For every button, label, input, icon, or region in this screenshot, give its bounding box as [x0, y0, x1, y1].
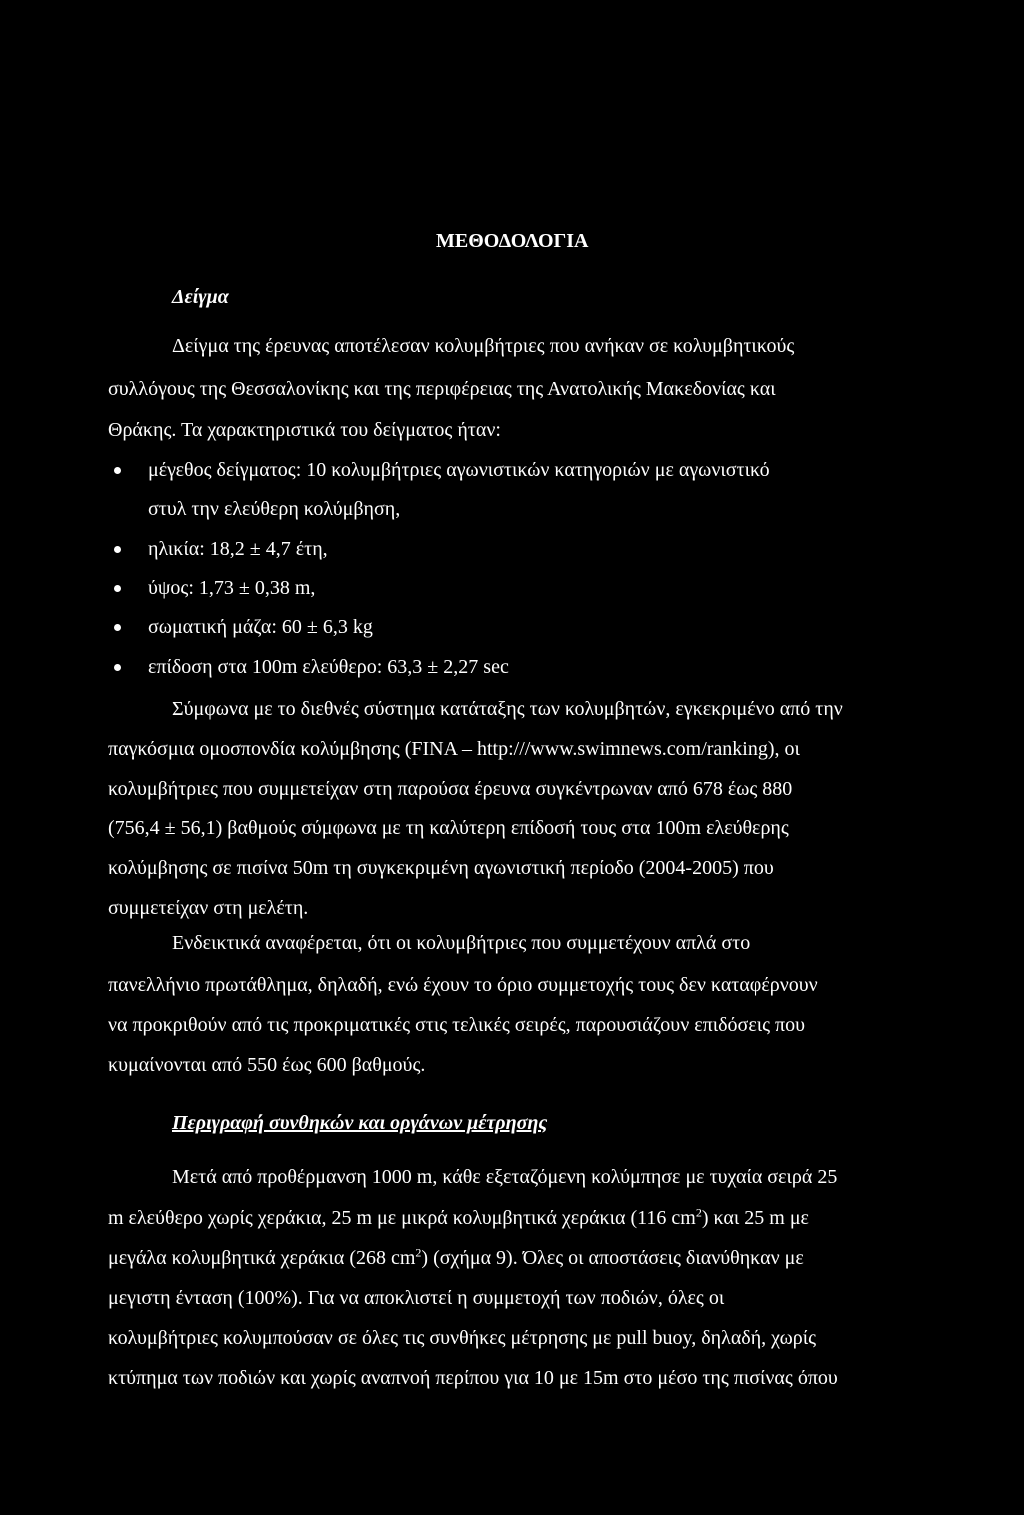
paragraph-line: να προκριθούν από τις προκριματικές στις τελικές σειρές, παρουσιάζουν επιδόσεις που: [108, 1014, 806, 1036]
paragraph-line: μεγιστη ένταση (100%). Για να αποκλιστεί η συμμετοχή των ποδιών, όλες οι: [108, 1287, 725, 1309]
section-heading-conditions: Περιγραφή συνθηκών και οργάνων μέτρησης: [172, 1112, 548, 1134]
paragraph-line: κολυμβήτριες κολυμπούσαν σε όλες τις συνθήκες μέτρησης με pull buoy, δηλαδή, χωρίς: [108, 1327, 817, 1349]
bullet-item: μέγεθος δείγματος: 10 κολυμβήτριες αγωνιστικών κατηγοριών με αγωνιστικό: [148, 459, 770, 481]
paragraph-line: κολυμβήτριες που συμμετείχαν στη παρούσα έρευνα συγκέντρωναν από 678 έως 880: [108, 778, 793, 800]
paragraph-line: κυμαίνονται από 550 έως 600 βαθμούς.: [108, 1054, 426, 1076]
paragraph-line: κτύπημα των ποδιών και χωρίς αναπνοή περίπου για 10 με 15m στο μέσο της πισίνας όπου: [108, 1367, 838, 1389]
bullet-item-continuation: στυλ την ελεύθερη κολύμβηση,: [148, 498, 401, 520]
bullet-item: επίδοση στα 100m ελεύθερο: 63,3 ± 2,27 sec: [148, 656, 509, 678]
paragraph-line: Δείγμα της έρευνας αποτέλεσαν κολυμβήτριες που ανήκαν σε κολυμβητικούς: [172, 335, 795, 357]
text-run: μεγάλα κολυμβητικά χεράκια (268 cm: [108, 1247, 416, 1269]
superscript: 2: [415, 1245, 422, 1260]
superscript: 2: [695, 1205, 702, 1220]
paragraph-line: συμμετείχαν στη μελέτη.: [108, 897, 309, 919]
bullet-icon: [114, 585, 121, 592]
bullet-icon: [114, 664, 121, 671]
text-run: ) (σχήμα 9). Όλες οι αποστάσεις διανύθηκαν με: [421, 1247, 804, 1269]
bullet-item: ύψος: 1,73 ± 0,38 m,: [148, 577, 316, 599]
paragraph-line: Ενδεικτικά αναφέρεται, ότι οι κολυμβήτριες που συμμετέχουν απλά στο: [172, 932, 751, 954]
bullet-icon: [114, 624, 121, 631]
paragraph-line: κολύμβησης σε πισίνα 50m τη συγκεκριμένη αγωνιστική περίοδο (2004-2005) που: [108, 857, 774, 879]
bullet-icon: [114, 546, 121, 553]
text-run: m ελεύθερο χωρίς χεράκια, 25 m με μικρά κολυμβητικά χεράκια (116 cm: [108, 1207, 696, 1229]
paragraph-line: πανελλήνιο πρωτάθλημα, δηλαδή, ενώ έχουν το όριο συμμετοχής τους δεν καταφέρνουν: [108, 974, 818, 996]
paragraph-line: συλλόγους της Θεσσαλονίκης και της περιφέρειας της Ανατολικής Μακεδονίας και: [108, 378, 776, 400]
paragraph-line: (756,4 ± 56,1) βαθμούς σύμφωνα με τη καλύτερη επίδοσή τους στα 100m ελεύθερης: [108, 817, 789, 839]
bullet-item: σωματική μάζα: 60 ± 6,3 kg: [148, 616, 373, 638]
paragraph-line: [108, 1206, 809, 1230]
text-run: ) και 25 m με: [701, 1207, 809, 1229]
paragraph-line: [108, 1246, 804, 1270]
paragraph-line: Μετά από προθέρμανση 1000 m, κάθε εξεταζόμενη κολύμπησε με τυχαία σειρά 25: [172, 1166, 838, 1188]
paragraph-line: παγκόσμια ομοσπονδία κολύμβησης (FINA – http:///www.swimnews.com/ranking), οι: [108, 738, 800, 760]
section-heading-sample: Δείγμα: [172, 286, 229, 308]
paragraph-line: Θράκης. Τα χαρακτηριστικά του δείγματος ήταν:: [108, 419, 501, 441]
paragraph-line: Σύμφωνα με το διεθνές σύστημα κατάταξης των κολυμβητών, εγκεκριμένο από την: [172, 698, 843, 720]
bullet-icon: [114, 467, 121, 474]
bullet-item: ηλικία: 18,2 ± 4,7 έτη,: [148, 538, 328, 560]
page-title: ΜΕΘΟΔΟΛΟΓΙΑ: [436, 230, 589, 252]
